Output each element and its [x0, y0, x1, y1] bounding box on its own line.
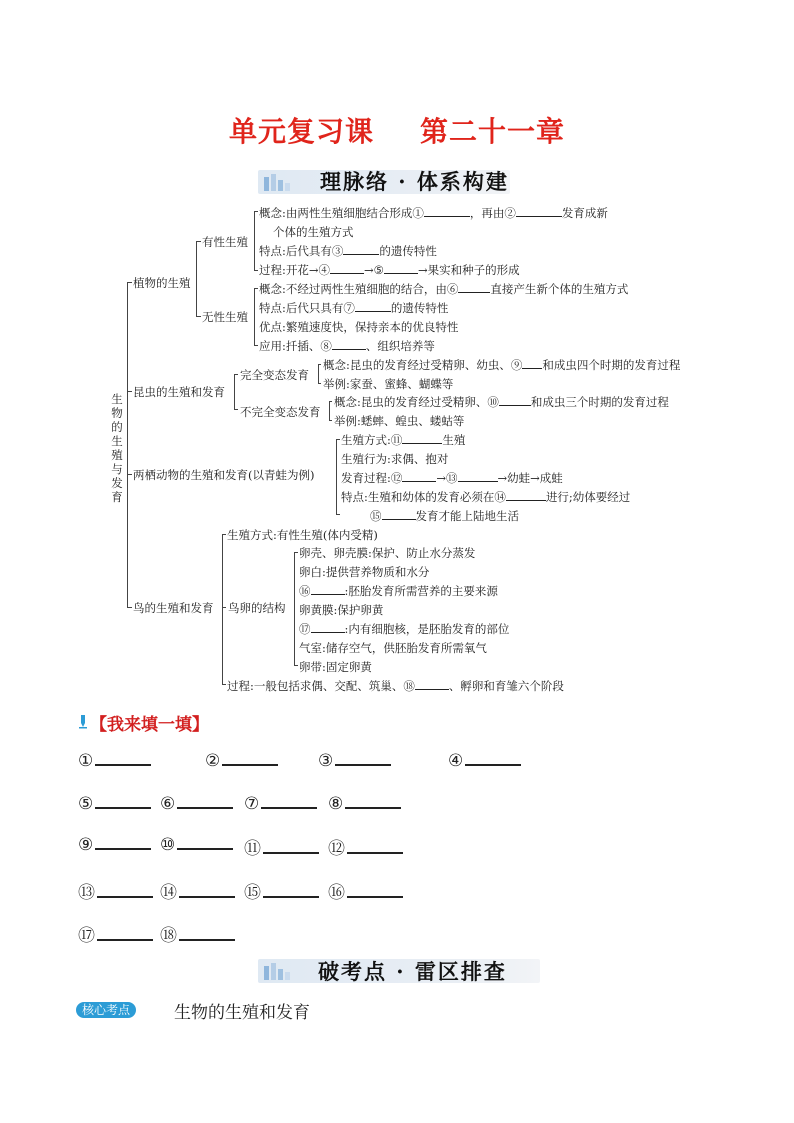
fill-blank-5[interactable]: ⑤ — [78, 793, 151, 814]
fill-blank-3[interactable]: ③ — [318, 750, 391, 771]
amphibian-feature-cont: ⑮ 发育才能上陆地生活 — [370, 509, 519, 523]
chalaza: 卵带:固定卵黄 — [299, 660, 372, 674]
egg-structure-label: 鸟卵的结构 — [228, 601, 286, 615]
egg-yolk: ⑯ :胚胎发育所需营养的主要来源 — [299, 584, 498, 598]
root-label: 生物的生殖与发育 — [111, 392, 123, 504]
root-bracket — [127, 282, 128, 608]
building-icon — [262, 962, 298, 980]
core-topic: 生物的生殖和发育 — [174, 1003, 310, 1023]
amphibian-process: 发育过程:⑫ →⑬ →幼蛙→成蛙 — [341, 471, 563, 485]
asexual-concept: 概念:不经过两性生殖细胞的结合，由⑥ 直接产生新个体的生殖方式 — [259, 282, 629, 296]
sexual-concept: 概念:由两性生殖细胞结合形成① ，再由② 发育成新 — [259, 206, 608, 220]
yolk-membrane: 卵黄膜:保护卵黄 — [299, 603, 384, 617]
title-part1: 单元复习课 — [228, 115, 374, 148]
asexual-advantage: 优点:繁殖速度快，保持亲本的优良特性 — [259, 320, 459, 334]
fill-blank-8[interactable]: ⑧ — [328, 793, 401, 814]
fill-blank-6[interactable]: ⑥ — [160, 793, 233, 814]
fill-blank-17[interactable]: ⑰ — [78, 921, 153, 946]
incomplete-label: 不完全变态发育 — [240, 405, 321, 419]
egg-white: 卵白:提供营养物质和水分 — [299, 565, 430, 579]
amphibian-label: 两栖动物的生殖和发育(以青蛙为例) — [133, 468, 315, 482]
plant-label: 植物的生殖 — [133, 276, 191, 290]
bird-label: 鸟的生殖和发育 — [133, 601, 214, 615]
sexual-label: 有性生殖 — [202, 235, 248, 249]
amphibian-behavior: 生殖行为:求偶、抱对 — [341, 452, 449, 466]
fill-blank-2[interactable]: ② — [205, 750, 278, 771]
complete-concept: 概念:昆虫的发育经过受精卵、幼虫、⑨ 和成虫四个时期的发育过程 — [323, 358, 681, 372]
asexual-application: 应用:扦插、⑧ 、组织培养等 — [259, 339, 435, 353]
fill-heading: 【我来填一填】 — [90, 715, 209, 735]
complete-example: 举例:家蚕、蜜蜂、蝴蝶等 — [323, 377, 454, 391]
asexual-feature: 特点:后代只具有⑦ 的遗传特性 — [259, 301, 449, 315]
incomplete-concept: 概念:昆虫的发育经过受精卵、⑩ 和成虫三个时期的发育过程 — [334, 395, 669, 409]
fill-blank-18[interactable]: ⑱ — [160, 921, 235, 946]
pen-icon — [78, 714, 88, 728]
section-heading-structure: 理脉络 · 体系构建 — [320, 169, 509, 194]
fill-blank-12[interactable]: ⑫ — [328, 834, 403, 859]
sexual-feature: 特点:后代具有③ 的遗传特性 — [259, 244, 437, 258]
bird-mode: 生殖方式:有性生殖(体内受精) — [227, 528, 378, 542]
section-heading-exam: 破考点 · 雷区排查 — [318, 959, 507, 984]
egg-shell: 卵壳、卵壳膜:保护、防止水分蒸发 — [299, 546, 476, 560]
fill-blank-13[interactable]: ⑬ — [78, 878, 153, 903]
fill-blank-16[interactable]: ⑯ — [328, 878, 403, 903]
fill-blank-14[interactable]: ⑭ — [160, 878, 235, 903]
building-icon — [262, 173, 298, 191]
page-title — [0, 110, 794, 150]
asexual-label: 无性生殖 — [202, 310, 248, 324]
fill-blank-11[interactable]: ⑪ — [244, 834, 319, 859]
germinal-disc: ⑰ :内有细胞核，是胚胎发育的部位 — [299, 622, 510, 636]
core-badge: 核心考点 — [76, 1002, 136, 1018]
insect-label: 昆虫的生殖和发育 — [133, 385, 225, 399]
title-part2: 第二十一章 — [420, 115, 566, 148]
incomplete-example: 举例:蟋蟀、蝗虫、蝼蛄等 — [334, 414, 465, 428]
amphibian-mode: 生殖方式:⑪ 生殖 — [341, 433, 466, 447]
fill-blank-15[interactable]: ⑮ — [244, 878, 319, 903]
amphibian-feature: 特点:生殖和幼体的发育必须在⑭ 进行;幼体要经过 — [341, 490, 631, 504]
complete-label: 完全变态发育 — [240, 368, 309, 382]
air-cell: 气室:储存空气，供胚胎发育所需氧气 — [299, 641, 487, 655]
bird-process: 过程:一般包括求偶、交配、筑巢、⑱ 、孵卵和育雏六个阶段 — [227, 679, 564, 693]
fill-blank-1[interactable]: ① — [78, 750, 151, 771]
fill-blank-9[interactable]: ⑨ — [78, 834, 151, 855]
fill-blank-10[interactable]: ⑩ — [160, 834, 233, 855]
sexual-concept-cont: 个体的生殖方式 — [273, 225, 354, 239]
sexual-process: 过程:开花→④ →⑤ →果实和种子的形成 — [259, 263, 520, 277]
fill-blank-4[interactable]: ④ — [448, 750, 521, 771]
fill-blank-7[interactable]: ⑦ — [244, 793, 317, 814]
